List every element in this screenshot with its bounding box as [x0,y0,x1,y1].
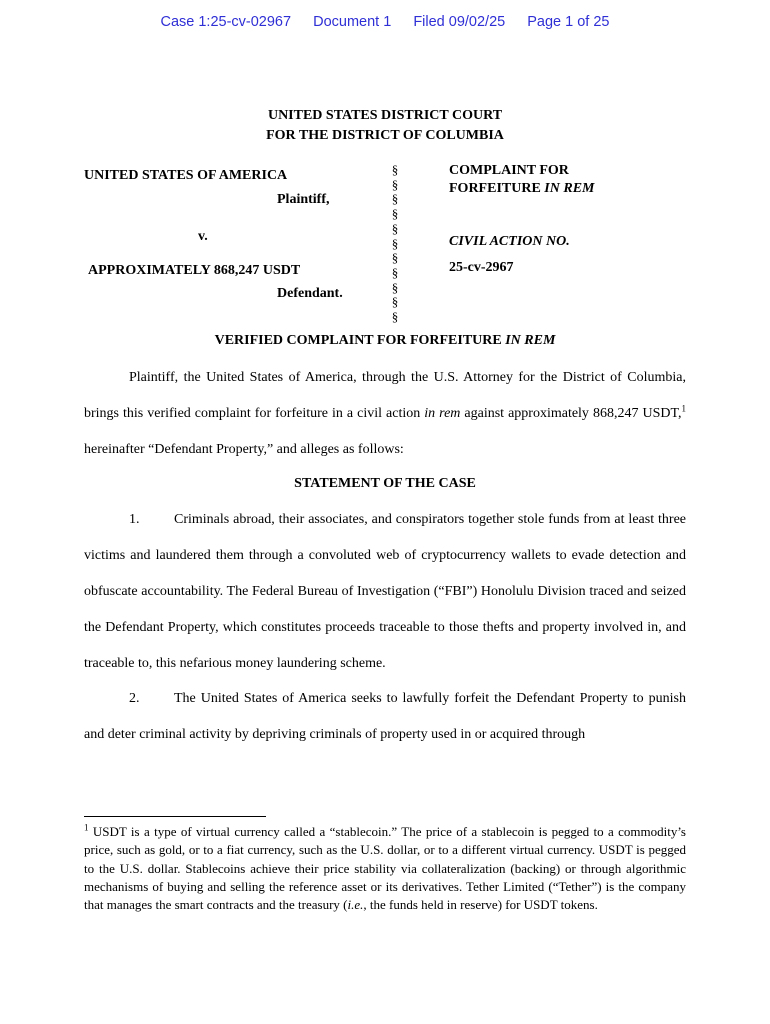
complaint-type-line-2: FORFEITURE IN REM [449,181,595,196]
paragraph-number: 1. [129,512,140,527]
footnote-divider [84,816,266,817]
plaintiff-role: Plaintiff, [277,192,330,207]
court-line-1: UNITED STATES DISTRICT COURT [267,108,503,123]
document-title: VERIFIED COMPLAINT FOR FORFEITURE IN REM [214,333,556,348]
civil-action-number: 25-cv-2967 [449,260,514,275]
section-heading-statement: STATEMENT OF THE CASE [294,476,476,491]
plaintiff-name: UNITED STATES OF AMERICA [84,168,288,183]
page-number-header: Page 1 of 25 [527,14,610,30]
numbered-paragraph-1: 1. Criminals abroad, their associates, and conspirators together stole funds from at least three victims and laundered them through a convoluted web of cryptocurrency wallets to evade detection and obfuscate accountability. The Federal Bureau of Investigation (“FBI”) Honolulu Division traced and seized the Defendant Property, which constitutes proceeds traceable to those thefts and property involved in, and traceable to, this nefarious money laundering scheme. [84,502,686,682]
court-name [0,106,770,146]
document-number-header: Document 1 [313,14,392,30]
court-line-2: FOR THE DISTRICT OF COLUMBIA [266,128,504,143]
caption-section-marks: § § § § § § § § § § § [391,162,399,325]
versus-label: v. [198,229,208,244]
ecf-header [0,14,770,30]
defendant-name: APPROXIMATELY 868,247 USDT [88,263,301,278]
footnote-1: $^1$ USDT is a type of virtual currency called a “stablecoin.” The price of a stablecoin is pegged to a commodity’s price, such as gold, or to a fiat currency, such as the U.S. dollar, or to a different virtual currency. USDT is pegged to the U.S. dollar. Stablecoins achieve their price stability via collateralization (backing) or through algorithmic mechanisms of buying and selling the reference asset or its derivatives. Tether Limited (“Tether”) is the company that manages the smart contracts and the treasury (i.e., the funds held in reserve) for USDT tokens. [84,822,686,913]
complaint-type-line-1: COMPLAINT FOR [449,163,569,178]
footnote-number: 1 [84,822,89,833]
civil-action-label: CIVIL ACTION NO. [449,234,570,249]
case-number-header: Case 1:25-cv-02967 [160,14,292,30]
numbered-paragraph-2: 2. The United States of America seeks to lawfully forfeit the Defendant Property to punish and deter criminal activity by depriving criminals of property used in or acquired through [84,681,686,753]
intro-paragraph: Plaintiff, the United States of America, through the U.S. Attorney for the District of Columbia, brings this verified complaint for forfeiture in a civil action in rem against approximately 868,247 USDT,$^1$ hereinafter “Defendant Property,” and alleges as follows: [84,370,686,457]
defendant-role: Defendant. [277,286,343,301]
footnote-reference: 1 [681,403,686,414]
paragraph-number: 2. [129,691,140,706]
filed-date-header: Filed 09/02/25 [413,14,506,30]
